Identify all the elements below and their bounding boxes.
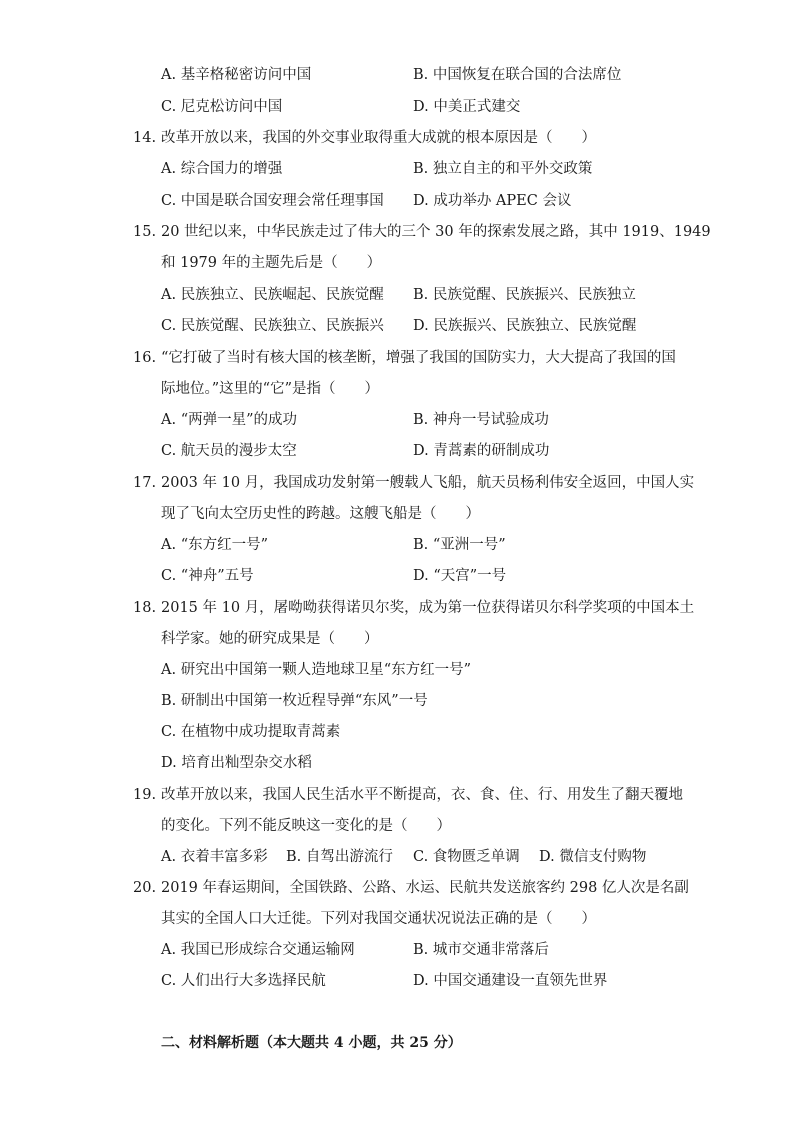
q20-number: 20. bbox=[133, 880, 157, 896]
q14-stem: 改革开放以来，我国的外交事业取得重大成就的根本原因是（ ） bbox=[161, 130, 596, 146]
q19-option-d: D. 微信支付购物 bbox=[539, 849, 647, 865]
q17-stem-line1: 2003 年 10 月，我国成功发射第一艘载人飞船，航天员杨利伟安全返回，中国人实 bbox=[161, 475, 695, 491]
q16-stem-line2: 际地位。”这里的“它”是指（ ） bbox=[161, 381, 379, 397]
q13-option-c: C. 尼克松访问中国 bbox=[161, 99, 283, 115]
q15-option-a: A. 民族独立、民族崛起、民族觉醒 bbox=[161, 287, 384, 303]
q14-option-d: D. 成功举办 APEC 会议 bbox=[413, 193, 572, 209]
q18-stem-line2: 科学家。她的研究成果是（ ） bbox=[161, 631, 379, 647]
q17-stem-line2: 现了飞向太空历史性的跨越。这艘飞船是（ ） bbox=[161, 506, 480, 522]
q17-option-b: B. “亚洲一号” bbox=[413, 537, 506, 553]
q14-option-c: C. 中国是联合国安理会常任理事国 bbox=[161, 193, 384, 209]
q20-stem-line2: 其实的全国人口大迁徙。下列对我国交通状况说法正确的是（ ） bbox=[161, 911, 596, 927]
q15-number: 15. bbox=[133, 224, 157, 240]
q15-option-d: D. 民族振兴、民族独立、民族觉醒 bbox=[413, 318, 637, 334]
q15-option-b: B. 民族觉醒、民族振兴、民族独立 bbox=[413, 287, 636, 303]
q20-stem-line1: 2019 年春运期间，全国铁路、公路、水运、民航共发送旅客约 298 亿人次是名副 bbox=[161, 880, 689, 896]
q17-number: 17. bbox=[133, 475, 157, 491]
q15-stem-line1: 20 世纪以来，中华民族走过了伟大的三个 30 年的探索发展之路，其中 1919、1949 bbox=[161, 224, 711, 240]
q16-number: 16. bbox=[133, 350, 157, 366]
q17-option-a: A. “东方红一号” bbox=[161, 537, 269, 553]
q18-stem-line1: 2015 年 10 月，屠呦呦获得诺贝尔奖，成为第一位获得诺贝尔科学奖项的中国本土 bbox=[161, 600, 695, 616]
q19-option-b: B. 自驾出游流行 bbox=[286, 849, 393, 865]
q20-option-b: B. 城市交通非常落后 bbox=[413, 942, 549, 958]
q18-option-c: C. 在植物中成功提取青蒿素 bbox=[161, 724, 341, 740]
q13-option-d: D. 中美正式建交 bbox=[413, 99, 521, 115]
q15-option-c: C. 民族觉醒、民族独立、民族振兴 bbox=[161, 318, 384, 334]
q16-option-c: C. 航天员的漫步太空 bbox=[161, 443, 297, 459]
q13-option-a: A. 基辛格秘密访问中国 bbox=[161, 67, 312, 83]
q18-option-a: A. 研究出中国第一颗人造地球卫星“东方红一号” bbox=[161, 662, 472, 678]
q18-option-d: D. 培育出籼型杂交水稻 bbox=[161, 755, 312, 771]
q13-option-b: B. 中国恢复在联合国的合法席位 bbox=[413, 67, 622, 83]
q18-option-b: B. 研制出中国第一枚近程导弹“东风”一号 bbox=[161, 693, 428, 709]
q20-option-c: C. 人们出行大多选择民航 bbox=[161, 973, 326, 989]
q16-stem-line1: “它打破了当时有核大国的核垄断，增强了我国的国防实力，大大提高了我国的国 bbox=[161, 350, 676, 366]
q18-number: 18. bbox=[133, 600, 157, 616]
q19-stem-line2: 的变化。下列不能反映这一变化的是（ ） bbox=[161, 818, 451, 834]
q14-number: 14. bbox=[133, 130, 157, 146]
q17-option-d: D. “天宫”一号 bbox=[413, 568, 507, 584]
q16-option-b: B. 神舟一号试验成功 bbox=[413, 412, 549, 428]
q19-option-a: A. 衣着丰富多彩 bbox=[161, 849, 268, 865]
q16-option-a: A. “两弹一星”的成功 bbox=[161, 412, 298, 428]
q17-option-c: C. “神舟”五号 bbox=[161, 568, 254, 584]
q15-stem-line2: 和 1979 年的主题先后是（ ） bbox=[161, 255, 382, 271]
q19-stem-line1: 改革开放以来，我国人民生活水平不断提高，衣、食、住、行、用发生了翻天覆地 bbox=[161, 787, 683, 803]
q14-option-a: A. 综合国力的增强 bbox=[161, 161, 283, 177]
q16-option-d: D. 青蒿素的研制成功 bbox=[413, 443, 550, 459]
section-heading: 二、材料解析题（本大题共 4 小题，共 25 分） bbox=[161, 1035, 462, 1051]
q14-option-b: B. 独立自主的和平外交政策 bbox=[413, 161, 593, 177]
q19-option-c: C. 食物匮乏单调 bbox=[413, 849, 520, 865]
q19-number: 19. bbox=[133, 787, 157, 803]
q20-option-a: A. 我国已形成综合交通运输网 bbox=[161, 942, 355, 958]
q20-option-d: D. 中国交通建设一直领先世界 bbox=[413, 973, 608, 989]
